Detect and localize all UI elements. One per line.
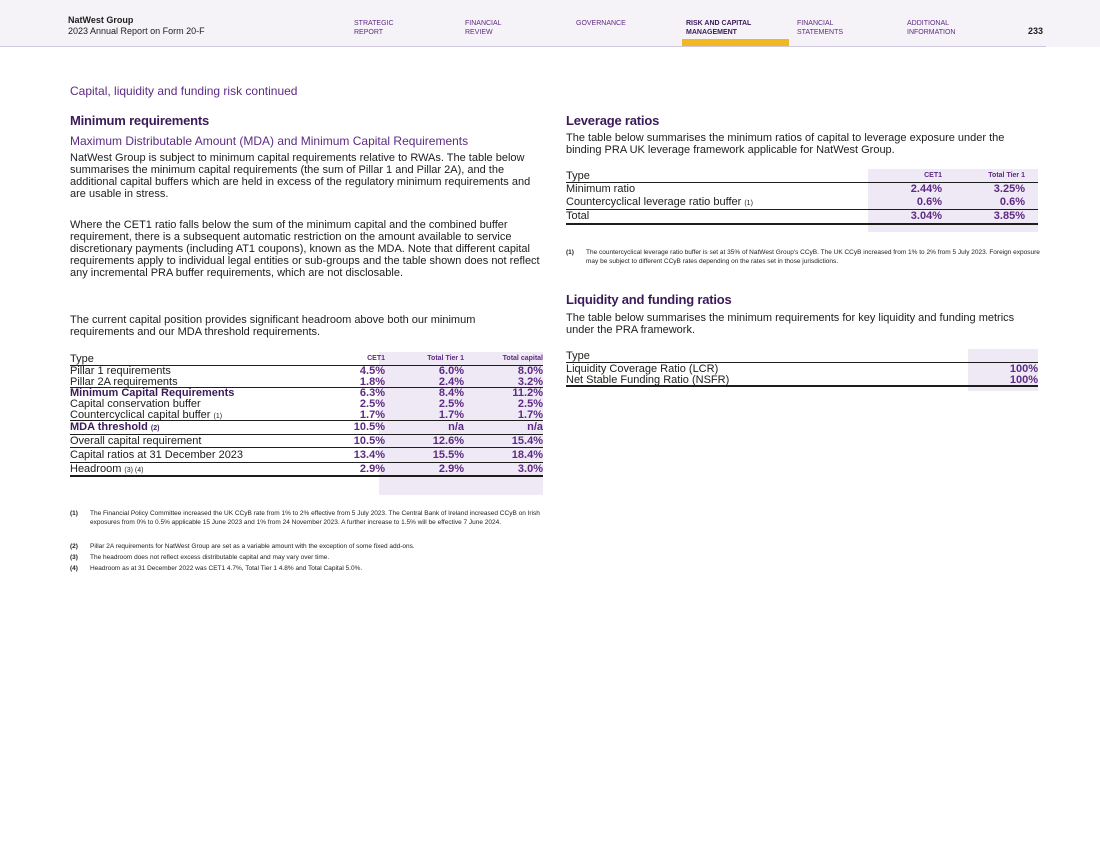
minimum-requirements-paragraph-2: Where the CET1 ratio falls below the sum of the minimum capital and the combined buffer requirement, there is a subsequent automatic restriction on the amount available to service discretionary payments (including AT1 coupons), known as the MDA. Note that different capital requirements apply to individual legal entities or sub-groups and the table shown does not reflect any incremental PRA buffer requirements, which are not disclosable. — [70, 219, 540, 279]
table-header-row — [70, 352, 543, 366]
table-row: Overall capital requirement 10.5% 12.6% 15.4% — [70, 435, 543, 447]
liquidity-funding-paragraph: The table below summarises the minimum requirements for key liquidity and funding metrics under the PRA framework. — [566, 312, 1015, 336]
page-number: 233 — [1028, 26, 1044, 36]
section-kicker: Capital, liquidity and funding risk continued — [70, 84, 298, 98]
table-row: MDA threshold (2) 10.5% n/a n/a — [70, 421, 543, 433]
header-divider — [0, 46, 1046, 47]
total-capital-column-header: Total capital — [502, 355, 543, 362]
leverage-ratios-heading: Leverage ratios — [566, 113, 660, 128]
mda-subheading: Maximum Distributable Amount (MDA) and Minimum Capital Requirements — [70, 134, 469, 148]
report-subtitle: 2023 Annual Report on Form 20-F — [68, 26, 205, 36]
page-header — [0, 0, 1100, 47]
table-row: Net Stable Funding Ratio (NSFR) 100% — [566, 374, 1038, 386]
footnote: (3) The headroom does not reflect excess distributable capital and may vary over time. — [70, 554, 330, 561]
capital-requirements-table — [70, 352, 543, 477]
footnote: (1) The Financial Policy Committee increased the UK CCyB rate from 1% to 2% effective from 5 July 2023. The Central Bank of Ireland increased CCyB on Irish exposures from 0% to 0.5% applicable 15 June 2023 and 1% from 24 November 2023. A further increase to 1.5% will be effective 7 June 2024. — [70, 510, 540, 526]
tier1-column-header: Total Tier 1 — [988, 172, 1025, 179]
table-row: Capital ratios at 31 December 2023 13.4% 15.5% 18.4% — [70, 449, 543, 461]
table-row: Liquidity Coverage Ratio (LCR) 100% — [566, 363, 1038, 375]
table-row: Headroom (3) (4) 2.9% 2.9% 3.0% — [70, 463, 543, 475]
tier1-column-header: Total Tier 1 — [427, 355, 464, 362]
nav-additional-information[interactable]: ADDITIONAL INFORMATION — [907, 20, 956, 36]
table-row: Countercyclical capital buffer (1) 1.7% 1.7% 1.7% — [70, 409, 543, 421]
minimum-requirements-heading: Minimum requirements — [70, 113, 210, 128]
minimum-requirements-paragraph-1: NatWest Group is subject to minimum capital requirements relative to RWAs. The table below summarises the minimum capital requirements (the sum of Pillar 1 and Pillar 2A), and the additional capital buffers which are held in excess of the regulatory minimum requirements and are usable in stress. — [70, 152, 531, 200]
table-row: Countercyclical leverage ratio buffer (1) 0.6% 0.6% — [566, 196, 1038, 210]
nav-financial-statements[interactable]: FINANCIAL STATEMENTS — [797, 20, 844, 36]
table-row: Pillar 1 requirements 4.5% 6.0% 8.0% — [70, 365, 543, 377]
type-column-header: Type — [70, 353, 94, 365]
table-row: Pillar 2A requirements 1.8% 2.4% 3.2% — [70, 376, 543, 388]
footnote: (4) Headroom as at 31 December 2022 was CET1 4.7%, Total Tier 1 4.8% and Total Capital 5.0%. — [70, 565, 363, 572]
table-header-row — [566, 169, 1038, 183]
table-header-row — [566, 349, 1038, 363]
table-row: Minimum Capital Requirements 6.3% 8.4% 11.2% — [70, 387, 543, 399]
minimum-requirements-paragraph-3: The current capital position provides significant headroom above both our minimum requirements and our MDA threshold requirements. — [70, 314, 476, 338]
type-column-header: Type — [566, 350, 590, 362]
table-row: Capital conservation buffer 2.5% 2.5% 2.5% — [70, 398, 543, 410]
leverage-ratios-table — [566, 169, 1038, 225]
leverage-ratios-paragraph: The table below summarises the minimum ratios of capital to leverage exposure under the binding PRA UK leverage framework applicable for NatWest Group. — [566, 132, 1005, 156]
footnote: (2) Pillar 2A requirements for NatWest Group are set as a variable amount with the exception of some fixed add-ons. — [70, 543, 415, 550]
nav-governance[interactable]: GOVERNANCE — [576, 20, 626, 27]
liquidity-funding-heading: Liquidity and funding ratios — [566, 292, 732, 307]
type-column-header: Type — [566, 170, 590, 182]
liquidity-funding-table — [566, 349, 1038, 387]
cet1-column-header: CET1 — [924, 172, 942, 179]
table-row: Total 3.04% 3.85% — [566, 210, 1038, 225]
nav-financial-review[interactable]: FINANCIAL REVIEW — [465, 20, 502, 36]
footnote: (1) The countercyclical leverage ratio buffer is set at 35% of NatWest Group's CCyB. The UK CCyB increased from 1% to 2% from 5 July 2023. Foreign exposure may be subject to different CCyB rates depending on the rates set in those jurisdictions. — [566, 249, 1040, 265]
brand-name: NatWest Group — [68, 15, 134, 25]
table-row: Minimum ratio 2.44% 3.25% — [566, 183, 1025, 195]
nav-strategic-report[interactable]: STRATEGIC REPORT — [354, 20, 394, 36]
nav-risk-and-capital-management[interactable]: RISK AND CAPITAL MANAGEMENT — [686, 20, 752, 36]
cet1-column-header: CET1 — [367, 355, 385, 362]
